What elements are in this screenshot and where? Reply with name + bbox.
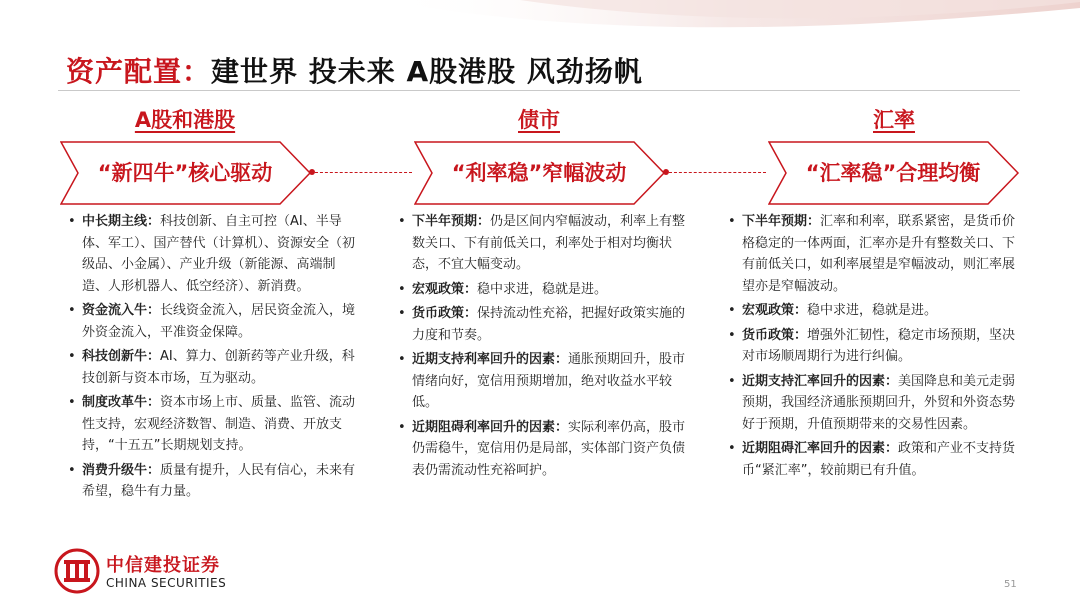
citic-securities-logo-icon [54,548,100,594]
list-item [64,460,360,503]
heading-bonds: 债市 [518,108,560,132]
item-text: 长线资金流入，居民资金流入，境外资金流入，平准资金保障。 [82,303,356,340]
item-label: 宏观政策： [742,303,808,318]
list-item [64,346,360,389]
item-text: 资本市场上市、质量、监管、流动性支持，宏观经济数智、制造、消费、开放支持，“十五五”长期规划支持。 [82,395,356,453]
item-text: 保持流动性充裕，把握好政策实施的力度和节奏。 [412,306,686,343]
list-item [64,211,360,297]
item-text: 质量有提升，人民有信心，未来有希望，稳牛有力量。 [82,462,356,499]
item-text: 汇率和利率，联系紧密，是货币价格稳定的一体两面，汇率亦是升有整数关口、下有前低关口，如利率展望是窄幅波动，则汇率展望亦是窄幅波动。 [742,214,1016,294]
item-label: 近期阻碍汇率回升的因素： [742,441,899,456]
page-number: 51 [1004,579,1017,590]
connector-line [315,172,412,173]
list-item [394,417,694,482]
logo-text-cn: 中信建投证券 [106,555,220,576]
list-item [64,300,360,343]
title-highlight: 资产配置： [66,55,212,88]
item-label: 制度改革牛： [82,395,161,410]
connector-line [669,172,766,173]
page-title [66,50,643,90]
item-label: 资金流入牛： [82,303,161,318]
banner-bonds: “利率稳”窄幅波动 [451,161,627,185]
list-item [64,392,360,457]
list-item [394,349,694,414]
item-text: 美国降息和美元走弱预期，我国经济通胀预期回升，外贸和外资态势好于预期，升值预期带来的交易性因素。 [742,373,1016,432]
list-stocks [64,211,360,506]
item-label: 货币政策： [412,306,478,321]
list-item [724,300,1024,322]
heading-stocks: A股和港股 [134,108,236,132]
list-bonds [394,211,694,484]
title-divider [58,90,1020,91]
item-text: 增强外汇韧性，稳定市场预期，坚决对市场顺周期行为进行纠偏。 [742,327,1016,364]
item-label: 近期支持汇率回升的因素： [742,373,899,389]
list-item [724,211,1024,297]
list-fx [724,211,1024,484]
item-label: 下半年预期： [742,214,821,229]
list-item [394,303,694,346]
item-label: 科技创新牛： [82,349,161,364]
banner-stocks: “新四牛”核心驱动 [97,161,273,185]
item-text: 政策和产业不支持货币“紧汇率”，较前期已有升值。 [742,441,1016,478]
item-label: 近期阻碍利率回升的因素： [412,419,569,435]
item-text: 实际利率仍高，股市仍需稳牛，宽信用仍是局部，实体部门资产负债表仍需流动性充裕呵护。 [412,419,686,478]
heading-fx: 汇率 [873,108,915,132]
title-rest: 建世界 投未来 A股港股 风劲扬帆 [211,55,643,88]
list-item [394,211,694,276]
list-item [394,279,694,301]
item-label: 宏观政策： [412,281,478,297]
item-text: AI、算力、创新药等产业升级，科技创新与资本市场，互为驱动。 [82,349,355,386]
item-text: 科技创新、自主可控（AI、半导体、军工）、国产替代（计算机）、资源安全（初级品、小金属）、产业升级（新能源、高端制造、人形机器人、低空经济）、新消费。 [82,214,356,294]
item-text: 稳中求进，稳就是进。 [807,303,938,318]
item-text: 仍是区间内窄幅波动，利率上有整数关口、下有前低关口，利率处于相对均衡状态，不宜大幅变动。 [412,214,686,272]
banner-fx: “汇率稳”合理均衡 [805,161,981,185]
item-label: 中长期主线： [82,214,161,229]
item-label: 消费升级牛： [82,462,161,478]
item-label: 货币政策： [742,327,808,343]
list-item [724,438,1024,481]
item-label: 近期支持利率回升的因素： [412,352,569,367]
item-text: 稳中求进，稳就是进。 [477,281,608,297]
logo-text-en: CHINA SECURITIES [106,576,227,590]
list-item [724,325,1024,368]
item-text: 通胀预期回升，股市情绪向好，宽信用预期增加，绝对收益水平较低。 [412,352,686,410]
list-item [724,371,1024,436]
item-label: 下半年预期： [412,214,491,229]
